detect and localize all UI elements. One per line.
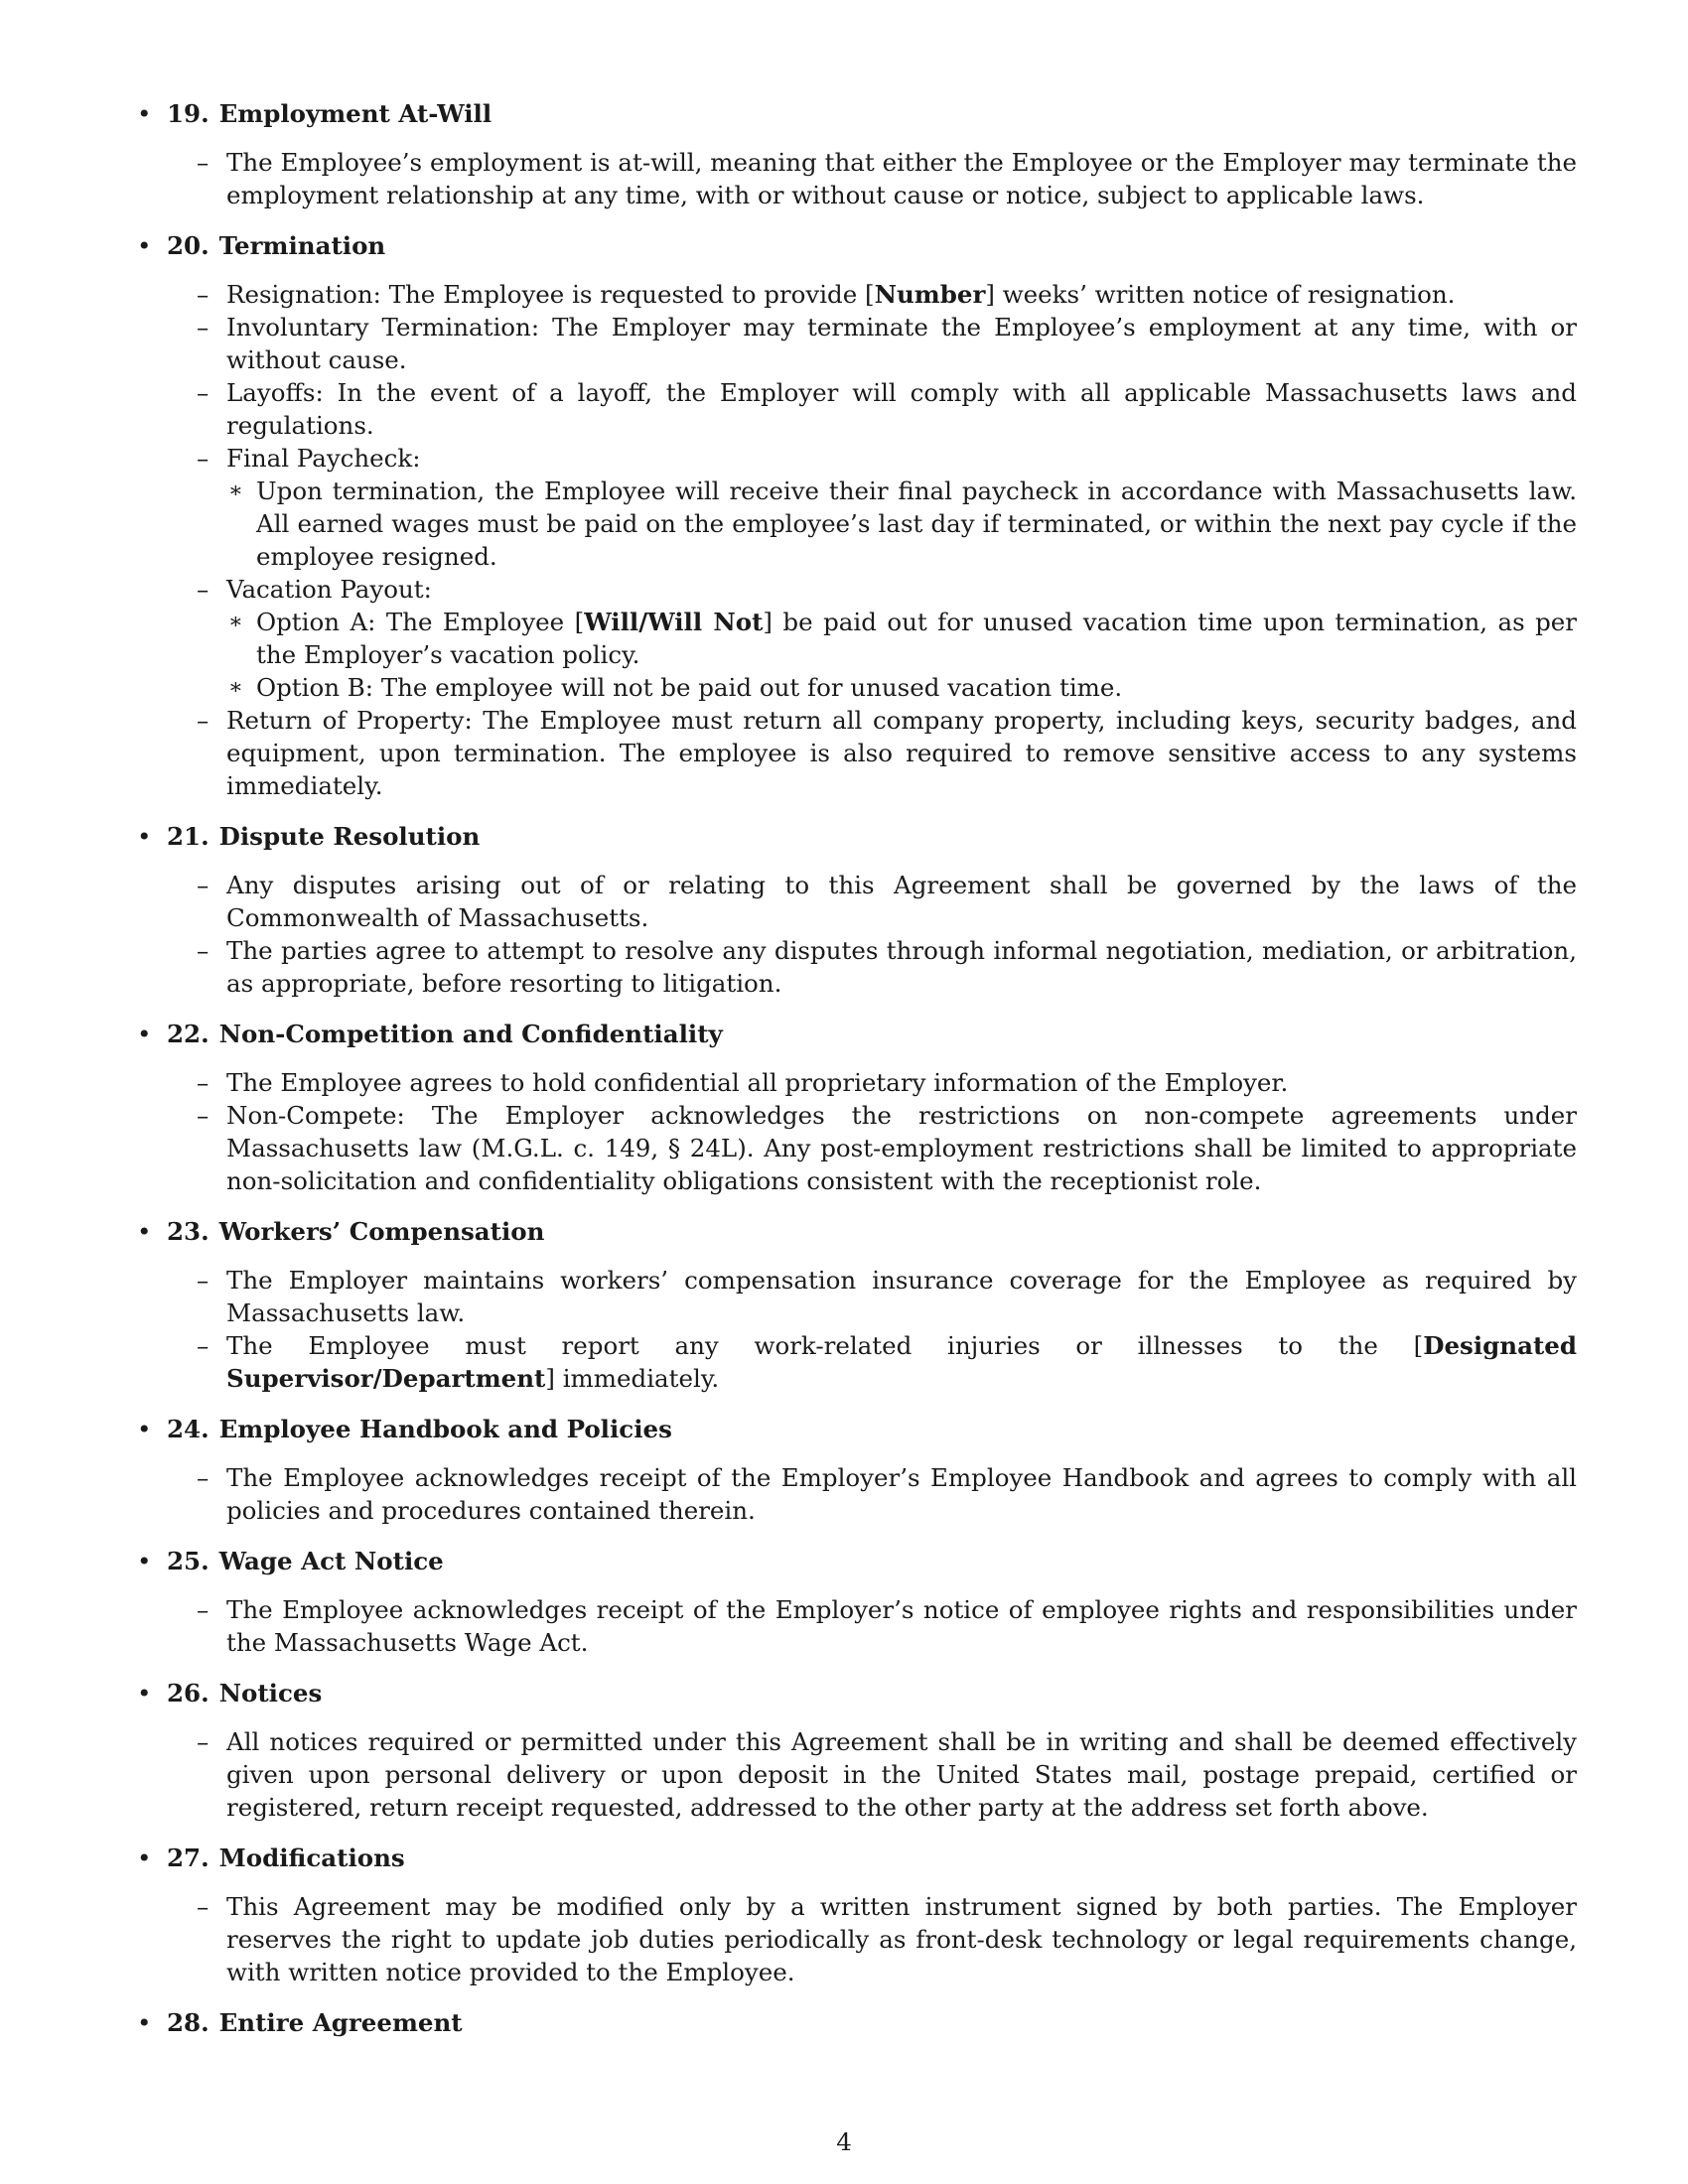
list-item	[197, 1725, 1577, 1824]
section-title: Non-Competition and Confidentiality	[218, 1020, 723, 1048]
bullet-icon: •	[137, 1679, 152, 1707]
dash-icon: –	[197, 444, 210, 473]
section-heading	[137, 1413, 1577, 1445]
section-workers-compensation	[137, 1215, 1577, 1395]
section-non-competition	[137, 1018, 1577, 1197]
item-text: The Employee must report any work-related injuries or illnesses to the [	[226, 1331, 1424, 1360]
item-text: The Employee agrees to hold confidential all proprietary information of the Employer.	[226, 1068, 1289, 1097]
dash-icon: –	[197, 1266, 210, 1295]
list-item-involuntary-termination	[197, 311, 1577, 376]
section-heading	[137, 1842, 1577, 1874]
subitem-text: ] be paid out for unused vacation time upon termination, as per the Employer’s vacation policy.	[256, 608, 1578, 669]
section-modifications	[137, 1842, 1577, 1988]
dash-icon: –	[197, 1727, 210, 1756]
list-item-resignation	[197, 278, 1577, 311]
section-title: Entire Agreement	[218, 2008, 463, 2037]
section-termination	[137, 229, 1577, 802]
bullet-icon: •	[137, 2008, 152, 2037]
document-content	[137, 97, 1577, 2057]
item-text: Resignation: The Employee is requested to provide [	[226, 280, 875, 309]
section-title: Employment At-Will	[218, 99, 492, 128]
section-title: Employee Handbook and Policies	[218, 1415, 672, 1443]
dash-icon: –	[197, 871, 210, 899]
placeholder-will-will-not: Will/Will Not	[584, 608, 764, 636]
section-heading	[137, 820, 1577, 853]
section-number: 21.	[167, 822, 210, 851]
list-item-return-of-property	[197, 704, 1577, 802]
dash-icon: –	[197, 280, 210, 309]
list-item-layoffs	[197, 376, 1577, 442]
section-number: 19.	[167, 99, 210, 128]
item-text: Involuntary Termination: The Employer may terminate the Employee’s employment at any time, with or without cause.	[226, 313, 1577, 374]
list-item	[197, 1099, 1577, 1197]
list-item	[197, 1890, 1577, 1988]
list-item	[197, 146, 1577, 211]
section-number: 24.	[167, 1415, 210, 1443]
item-text: Return of Property: The Employee must return all company property, including keys, security badges, and equipment, upon termination. The employee is also required to remove sensitive access to any systems immediately.	[226, 706, 1577, 800]
subitem-text: Option A: The Employee [	[256, 608, 585, 636]
item-text: The parties agree to attempt to resolve any disputes through informal negotiation, mediation, or arbitration, as appropriate, before resorting to litigation.	[226, 936, 1577, 998]
section-heading	[137, 1018, 1577, 1050]
page-number: 4	[836, 2127, 852, 2156]
section-heading	[137, 2006, 1577, 2039]
dash-icon: –	[197, 1595, 210, 1624]
section-heading	[137, 97, 1577, 130]
list-item	[197, 1066, 1577, 1099]
item-text: This Agreement may be modified only by a written instrument signed by both parties. The Employer reserves the right to update job duties periodically as front-desk technology or legal requirements change, with written notice provided to the Employee.	[226, 1892, 1577, 1986]
dash-icon: –	[197, 1068, 210, 1097]
item-text: The Employee acknowledges receipt of the Employer’s Employee Handbook and agrees to comply with all policies and procedures contained therein.	[226, 1463, 1577, 1525]
list-item	[197, 869, 1577, 934]
subitem-text: Upon termination, the Employee will receive their final paycheck in accordance with Massachusetts law. All earned wages must be paid on the employee’s last day if terminated, or within the next pay cycle if the employee resigned.	[256, 477, 1577, 571]
bullet-icon: •	[137, 1547, 152, 1575]
item-text: ] weeks’ written notice of resignation.	[985, 280, 1456, 309]
section-employment-at-will	[137, 97, 1577, 211]
section-heading	[137, 1545, 1577, 1577]
section-number: 22.	[167, 1020, 210, 1048]
asterisk-icon: ∗	[228, 478, 243, 503]
item-text: Any disputes arising out of or relating to this Agreement shall be governed by the laws of the Commonwealth of Massachusetts.	[226, 871, 1577, 932]
bullet-icon: •	[137, 822, 152, 851]
section-dispute-resolution	[137, 820, 1577, 1000]
section-title: Dispute Resolution	[218, 822, 481, 851]
subitem-text: Option B: The employee will not be paid out for unused vacation time.	[256, 673, 1123, 702]
item-text: Layoffs: In the event of a layoff, the Employer will comply with all applicable Massachusetts laws and regulations.	[226, 378, 1577, 440]
sub-list-item-option-a	[226, 606, 1577, 671]
item-text: Non-Compete: The Employer acknowledges the restrictions on non-compete agreements under Massachusetts law (M.G.L. c. 149, § 24L). Any post-employment restrictions shall be limited to appropriate non-solicitation and confidentiality obligations consistent with the receptionist role.	[226, 1101, 1577, 1195]
list-item	[197, 1329, 1577, 1395]
section-number: 25.	[167, 1547, 210, 1575]
dash-icon: –	[197, 378, 210, 407]
section-title: Notices	[218, 1679, 323, 1707]
bullet-icon: •	[137, 99, 152, 128]
section-title: Workers’ Compensation	[218, 1217, 545, 1246]
item-text: The Employer maintains workers’ compensation insurance coverage for the Employee as required by Massachusetts law.	[226, 1266, 1577, 1327]
section-title: Wage Act Notice	[218, 1547, 444, 1575]
item-text: The Employee acknowledges receipt of the Employer’s notice of employee rights and responsibilities under the Massachusetts Wage Act.	[226, 1595, 1577, 1657]
section-notices	[137, 1677, 1577, 1824]
dash-icon: –	[197, 936, 210, 965]
section-number: 27.	[167, 1843, 210, 1872]
dash-icon: –	[197, 575, 210, 604]
placeholder-number: Number	[874, 280, 986, 309]
section-number: 23.	[167, 1217, 210, 1246]
item-text: ] immediately.	[545, 1364, 720, 1393]
section-number: 28.	[167, 2008, 210, 2037]
dash-icon: –	[197, 1101, 210, 1130]
placeholder-designated-supervisor: Designated Supervisor/Department	[226, 1331, 1577, 1393]
dash-icon: –	[197, 1892, 210, 1921]
list-item	[197, 934, 1577, 1000]
dash-icon: –	[197, 313, 210, 341]
list-item-vacation-payout	[197, 573, 1577, 606]
section-number: 26.	[167, 1679, 210, 1707]
dash-icon: –	[197, 706, 210, 735]
dash-icon: –	[197, 1463, 210, 1492]
sub-list-item-option-b	[226, 671, 1577, 704]
dash-icon: –	[197, 1331, 210, 1360]
item-text: All notices required or permitted under this Agreement shall be in writing and shall be deemed effectively given upon personal delivery or upon deposit in the United States mail, postage prepaid, certified or registered, return receipt requested, addressed to the other party at the address set forth above.	[226, 1727, 1577, 1822]
bullet-icon: •	[137, 231, 152, 260]
item-text: The Employee’s employment is at-will, meaning that either the Employee or the Employer may terminate the employment relationship at any time, with or without cause or notice, subject to applicable laws.	[226, 148, 1577, 209]
list-item	[197, 1264, 1577, 1329]
section-title: Modifications	[218, 1843, 405, 1872]
bullet-icon: •	[137, 1843, 152, 1872]
sub-list-item	[226, 475, 1577, 573]
dash-icon: –	[197, 148, 210, 177]
bullet-icon: •	[137, 1415, 152, 1443]
section-heading	[137, 229, 1577, 262]
list-item	[197, 1593, 1577, 1659]
section-title: Termination	[218, 231, 386, 260]
bullet-icon: •	[137, 1217, 152, 1246]
asterisk-icon: ∗	[228, 675, 243, 700]
asterisk-icon: ∗	[228, 610, 243, 634]
section-wage-act-notice	[137, 1545, 1577, 1659]
item-text: Vacation Payout:	[226, 575, 432, 604]
list-item-final-paycheck	[197, 442, 1577, 475]
section-entire-agreement	[137, 2006, 1577, 2039]
bullet-icon: •	[137, 1020, 152, 1048]
section-heading	[137, 1677, 1577, 1709]
section-heading	[137, 1215, 1577, 1248]
section-employee-handbook	[137, 1413, 1577, 1527]
list-item	[197, 1461, 1577, 1527]
item-text: Final Paycheck:	[226, 444, 421, 473]
section-number: 20.	[167, 231, 210, 260]
